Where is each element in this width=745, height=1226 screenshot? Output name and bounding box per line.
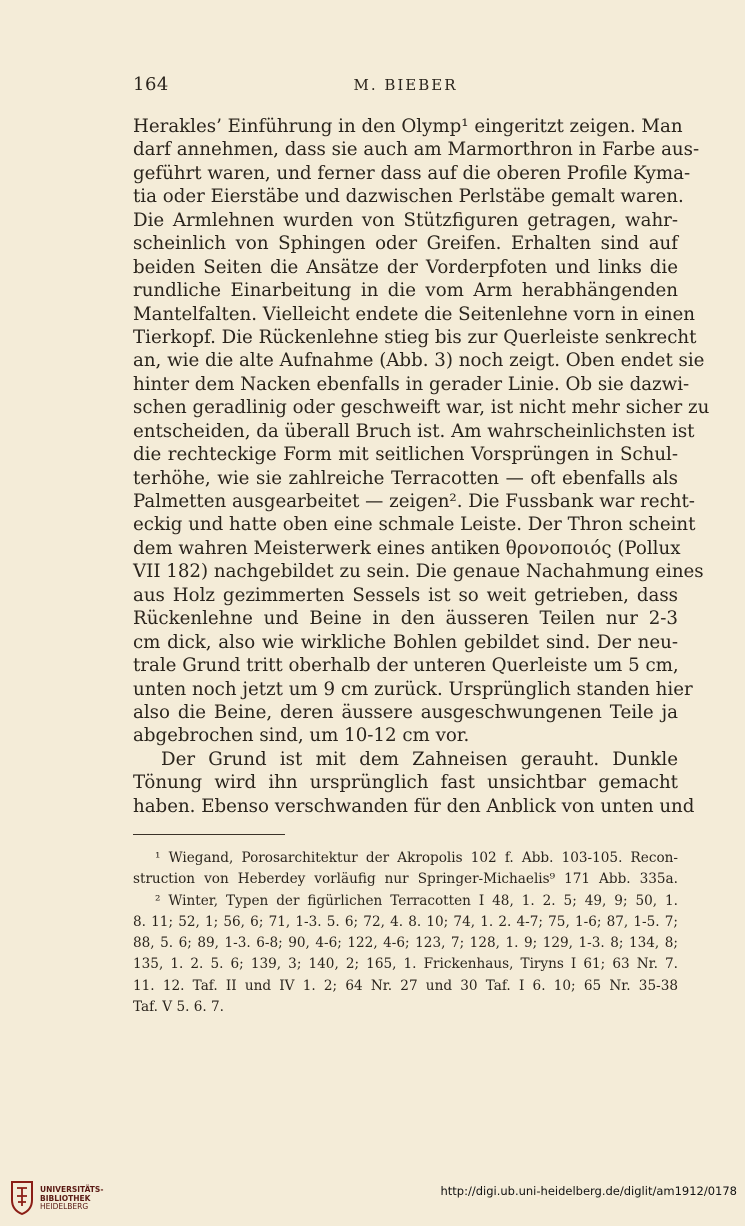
text-line: abgebrochen sind, um 10-12 cm vor. bbox=[133, 725, 470, 747]
digitization-footer bbox=[0, 1172, 745, 1226]
text-line: trale Grund tritt oberhalb der unteren Querleiste um 5 cm, bbox=[133, 655, 679, 677]
text-line: Rückenlehne und Beine in den äusseren Teilen nur 2-3 bbox=[133, 608, 678, 630]
footnotes bbox=[133, 848, 678, 1018]
source-url-link[interactable]: http://digi.ub.uni-heidelberg.de/diglit/am1912/0178 bbox=[440, 1184, 737, 1198]
body-text bbox=[133, 115, 710, 818]
footnote-divider bbox=[133, 834, 285, 835]
footnote-line: struction von Heberdey vorläufig nur Springer-Michaelis⁹ 171 Abb. 335a. bbox=[133, 871, 678, 888]
library-name-line: HEIDELBERG bbox=[40, 1202, 89, 1211]
text-line: aus Holz gezimmerten Sessels ist so weit getrieben, dass bbox=[133, 584, 678, 606]
text-line: Tönung wird ihn ursprünglich fast unsichtbar gemacht bbox=[133, 772, 678, 794]
text-line: haben. Ebenso verschwanden für den Anblick von unten und bbox=[133, 795, 695, 817]
text-line: Palmetten ausgearbeitet — zeigen². Die Fussbank war recht- bbox=[133, 491, 695, 512]
text-line: Tierkopf. Die Rückenlehne stieg bis zur Querleiste senkrecht bbox=[133, 326, 697, 348]
running-title: M. BIEBER bbox=[353, 76, 458, 94]
footnote-line: ² Winter, Typen der figürlichen Terracotten I 48, 1. 2. 5; 49, 9; 50, 1. bbox=[155, 892, 678, 909]
footnote-line: 88, 5. 6; 89, 1-3. 6-8; 90, 4-6; 122, 4-6; 123, 7; 128, 1. 9; 129, 1-3. 8; 134, 8; bbox=[133, 935, 678, 952]
text-line: Der Grund ist mit dem Zahneisen gerauht. Dunkle bbox=[161, 748, 678, 770]
footnote-line: ¹ Wiegand, Porosarchitektur der Akropolis 102 f. Abb. 103-105. Recon- bbox=[155, 850, 678, 866]
text-line: Die Armlehnen wurden von Stützfiguren getragen, wahr- bbox=[133, 209, 678, 231]
text-line: an, wie die alte Aufnahme (Abb. 3) noch zeigt. Oben endet sie bbox=[133, 350, 705, 372]
text-line: eckig und hatte oben eine schmale Leiste. Der Thron scheint bbox=[133, 514, 696, 536]
text-line: darf annehmen, dass sie auch am Marmorthron in Farbe aus- bbox=[133, 139, 700, 161]
text-line: cm dick, also wie wirkliche Bohlen gebildet sind. Der neu- bbox=[133, 631, 678, 653]
text-line: dem wahren Meisterwerk eines antiken θρονοποιός (Pollux bbox=[133, 537, 681, 559]
text-line: unten noch jetzt um 9 cm zurück. Ursprünglich standen hier bbox=[133, 678, 693, 700]
page-header bbox=[133, 74, 678, 98]
text-line: die rechteckige Form mit seitlichen Vorsprüngen in Schul- bbox=[133, 444, 678, 466]
text-line: Herakles’ Einführung in den Olymp¹ eingeritzt zeigen. Man bbox=[133, 116, 683, 137]
text-line: beiden Seiten die Ansätze der Vorderpfoten und links die bbox=[133, 256, 678, 278]
library-name-line: BIBLIOTHEK bbox=[40, 1193, 91, 1203]
heidelberg-library-seal-icon bbox=[8, 1180, 36, 1216]
footnote-line: 8. 11; 52, 1; 56, 6; 71, 1-3. 5. 6; 72, 4. 8. 10; 74, 1. 2. 4-7; 75, 1-6; 87, 1-5. 7; bbox=[133, 913, 678, 930]
text-line: schen geradlinig oder geschweift war, ist nicht mehr sicher zu bbox=[133, 397, 710, 419]
footnote-line: Taf. V 5. 6. 7. bbox=[133, 999, 224, 1016]
text-line: geführt waren, und ferner dass auf die oberen Profile Kyma- bbox=[133, 162, 691, 184]
library-name-line: UNIVERSITÄTS- bbox=[40, 1185, 104, 1194]
text-line: rundliche Einarbeitung in die vom Arm herabhängenden bbox=[133, 280, 678, 302]
library-name bbox=[40, 1186, 103, 1212]
footnote-line: 135, 1. 2. 5. 6; 139, 3; 140, 2; 165, 1. Frickenhaus, Tiryns I 61; 63 Nr. 7. bbox=[133, 956, 678, 973]
text-line: VII 182) nachgebildet zu sein. Die genaue Nachahmung eines bbox=[133, 561, 704, 583]
text-line: terhöhe, wie sie zahlreiche Terracotten — oft ebenfalls als bbox=[133, 467, 678, 489]
text-line: scheinlich von Sphingen oder Greifen. Erhalten sind auf bbox=[133, 233, 678, 255]
text-line: hinter dem Nacken ebenfalls in gerader Linie. Ob sie dazwi- bbox=[133, 373, 690, 395]
text-line: tia oder Eierstäbe und dazwischen Perlstäbe gemalt waren. bbox=[133, 186, 684, 208]
text-line: also die Beine, deren äussere ausgeschwungenen Teile ja bbox=[133, 701, 678, 723]
text-line: entscheiden, da überall Bruch ist. Am wahrscheinlichsten ist bbox=[133, 420, 695, 442]
text-line: Mantelfalten. Vielleicht endete die Seitenlehne vorn in einen bbox=[133, 303, 696, 325]
page-number: 164 bbox=[133, 74, 169, 95]
footnote-line: 11. 12. Taf. II und IV 1. 2; 64 Nr. 27 und 30 Taf. I 6. 10; 65 Nr. 35-38 bbox=[133, 977, 678, 994]
